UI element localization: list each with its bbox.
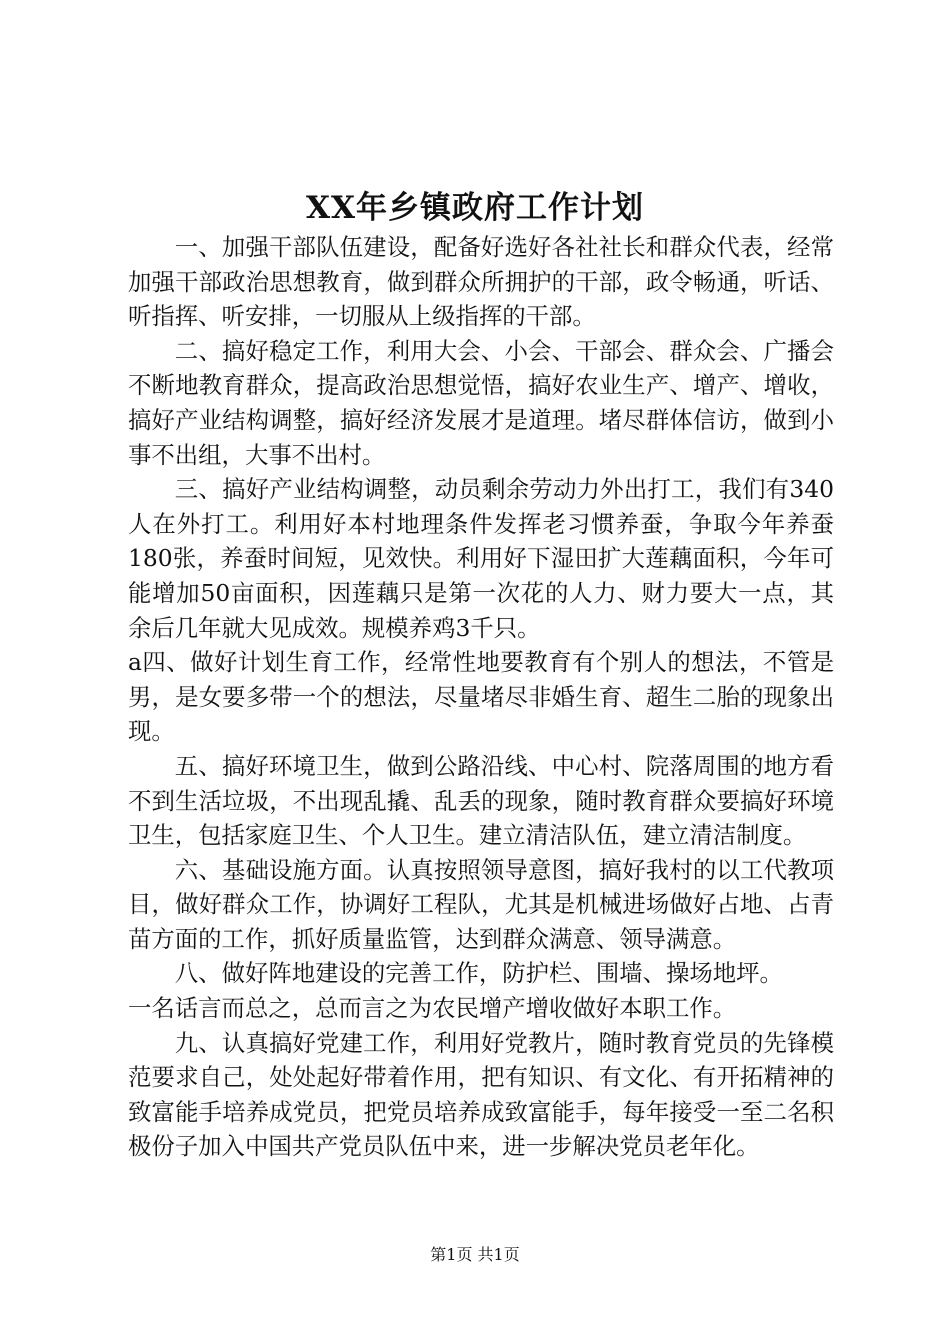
document-title: XX年乡镇政府工作计划: [305, 190, 645, 226]
paragraph-summary: 一名话言而总之，总而言之为农民增产增收做好本职工作。: [128, 994, 737, 1023]
paragraph-2: 二、搞好稳定工作，利用大会、小会、干部会、群众会、广播会不断地教育群众，提高政治思想觉悟，搞好农业生产、增产、增收，搞好产业结构调整，搞好经济发展才是道理。堵尽群体信访，做到小事不出组，大事不出村。: [128, 336, 834, 469]
paragraph-5: 五、搞好环境卫生，做到公路沿线、中心村、院落周围的地方看不到生活垃圾，不出现乱撬、乱丢的现象，随时教育群众要搞好环境卫生，包括家庭卫生、个人卫生。建立清洁队伍，建立清洁制度。: [128, 751, 834, 850]
paragraph-6: 六、基础设施方面。认真按照领导意图，搞好我村的以工代教项目，做好群众工作，协调好工程队，尤其是机械进场做好占地、占青苗方面的工作，抓好质量监管，达到群众满意、领导满意。: [128, 855, 834, 953]
paragraph-8: 八、做好阵地建设的完善工作，防护栏、围墙、操场地坪。: [174, 959, 783, 988]
paragraph-9: 九、认真搞好党建工作，利用好党教片，随时教育党员的先锋模范要求自己，处处起好带着作用，把有知识、有文化、有开拓精神的致富能手培养成党员，把党员培养成致富能手，每年接受一至二名积极份子加入中国共产党员队伍中来，进一步解决党员老年化。: [128, 1028, 834, 1161]
page-footer: 第1页 共1页: [430, 1245, 520, 1264]
document-body: [128, 230, 834, 1164]
paragraph-3: 三、搞好产业结构调整，动员剩余劳动力外出打工，我们有340人在外打工。利用好本村地理条件发挥老习惯养蚕，争取今年养蚕180张，养蚕时间短，见效快。利用好下湿田扩大莲藕面积，今年可能增加50亩面积，因莲藕只是第一次花的人力、财力要大一点，其余后几年就大见成效。规模养鸡3千只。: [128, 475, 834, 642]
paragraph-1: 一、加强干部队伍建设，配备好选好各社社长和群众代表，经常加强干部政治思想教育，做到群众所拥护的干部，政令畅通，听话、听指挥、听安排，一切服从上级指挥的干部。: [128, 233, 834, 331]
paragraph-4: a四、做好计划生育工作，经常性地要教育有个别人的想法，不管是男，是女要多带一个的想法，尽量堵尽非婚生育、超生二胎的现象出现。: [128, 648, 834, 746]
